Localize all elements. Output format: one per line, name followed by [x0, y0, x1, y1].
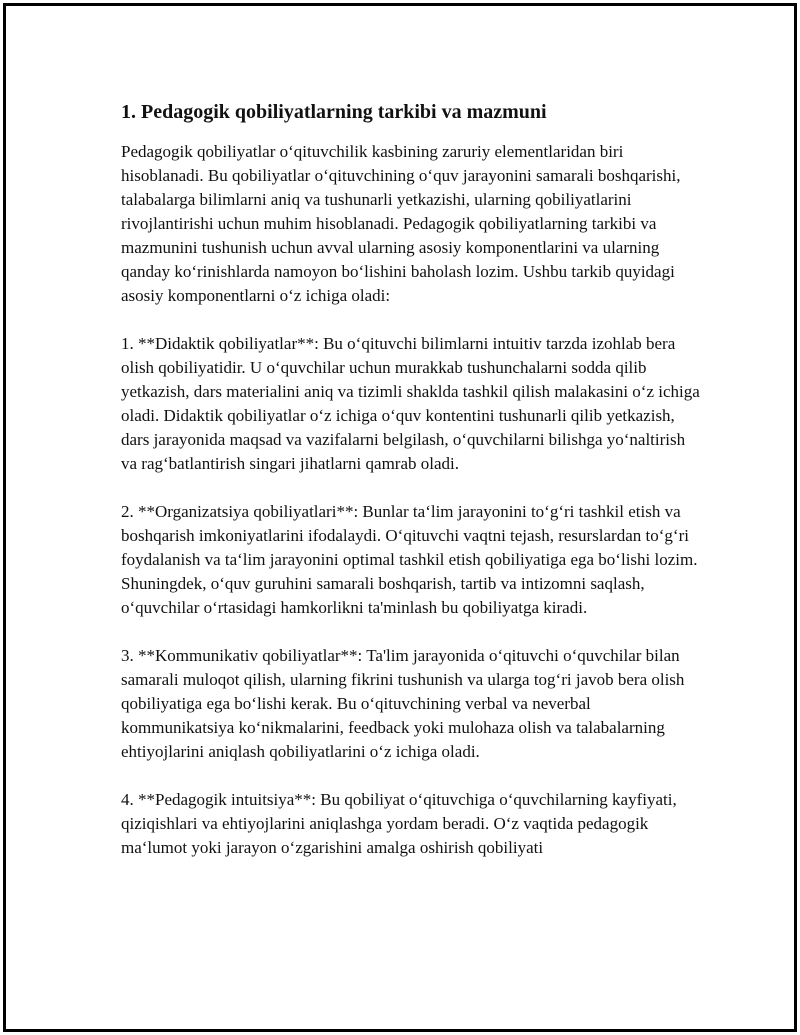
intro-paragraph: Pedagogik qobiliyatlar oʻqituvchilik kasbining zaruriy elementlaridan biri hisoblanadi. Bu qobiliyatlar oʻqituvchining oʻquv jarayonini samarali boshqarishi, talabalarga bilimlarni aniq va tushunarli yetkazishi, ularning qobiliyatlarini rivojlantirishi uchun muhim hisoblanadi. Pedagogik qobiliyatlarning tarkibi va mazmunini tushunish uchun avval ularning asosiy komponentlarini va ularning qanday koʻrinishlarda namoyon boʻlishini baholash lozim. Ushbu tarkib quyidagi asosiy komponentlarni oʻz ichiga oladi:	[121, 142, 681, 305]
didactic-abilities-paragraph: 1. **Didaktik qobiliyatlar**: Bu oʻqituvchi bilimlarni intuitiv tarzda izohlab bera olish qobiliyatidir. U oʻquvchilar uchun murakkab tushunchalarni sodda qilib yetkazish, dars materialini aniq va tizimli shaklda tashkil qilish malakasini oʻz ichiga oladi. Didaktik qobiliyatlar oʻz ichiga oʻquv kontentini tushunarli qilib yetkazish, dars jarayonida maqsad va vazifalarni belgilash, oʻquvchilarni bilishga yoʻnaltirish va ragʻbatlantirish singari jihatlarni qamrab oladi.	[121, 334, 700, 473]
document-title: 1. Pedagogik qobiliyatlarning tarkibi va mazmuni	[121, 101, 547, 123]
page-frame	[3, 3, 797, 1032]
document-body	[121, 98, 701, 884]
organizational-abilities-paragraph: 2. **Organizatsiya qobiliyatlari**: Bunlar taʻlim jarayonini toʻgʻri tashkil etish va boshqarish imkoniyatlarini ifodalaydi. Oʻqituvchi vaqtni tejash, resurslardan toʻgʻri foydalanish va taʻlim jarayonini optimal tashkil etish qobiliyatiga ega boʻlishi lozim. Shuningdek, oʻquv guruhini samarali boshqarish, tartib va intizomni saqlash, oʻquvchilar oʻrtasidagi hamkorlikni ta'minlash bu qobiliyatga kiradi.	[121, 502, 698, 617]
pedagogical-intuition-paragraph: 4. **Pedagogik intuitsiya**: Bu qobiliyat oʻqituvchiga oʻquvchilarning kayfiyati, qiziqishlari va ehtiyojlarini aniqlashga yordam beradi. Oʻz vaqtida pedagogik maʻlumot yoki jarayon oʻzgarishini amalga oshirish qobiliyati	[121, 790, 677, 857]
communicative-abilities-paragraph: 3. **Kommunikativ qobiliyatlar**: Ta'lim jarayonida oʻqituvchi oʻquvchilar bilan samarali muloqot qilish, ularning fikrini tushunish va ularga togʻri javob bera olish qobiliyatiga ega boʻlishi kerak. Bu oʻqituvchining verbal va neverbal kommunikatsiya koʻnikmalarini, feedback yoki mulohaza olish va talabalarning ehtiyojlarini aniqlash qobiliyatlarini oʻz ichiga oladi.	[121, 646, 685, 761]
